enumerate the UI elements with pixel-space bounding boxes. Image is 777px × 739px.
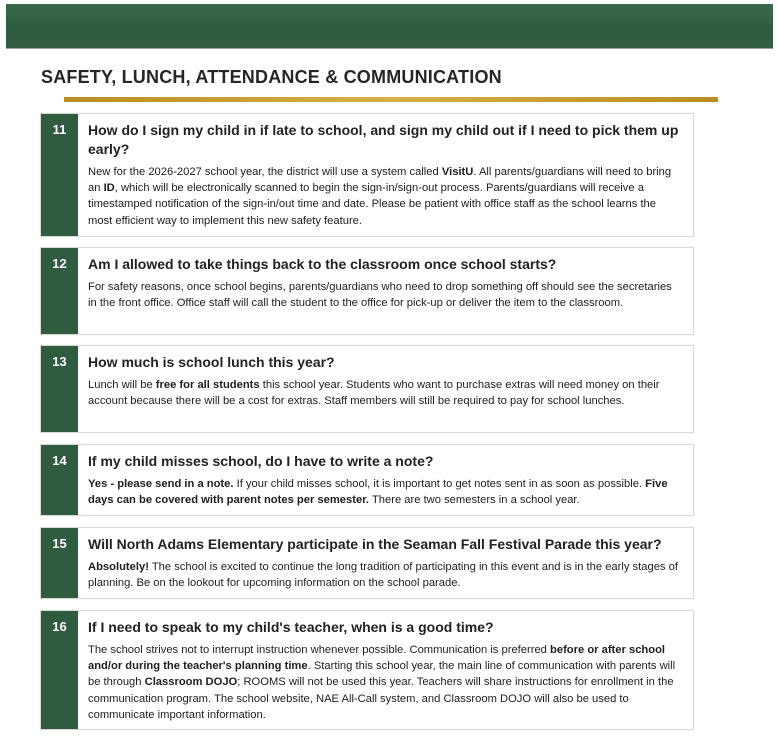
faq-item-14 <box>40 444 694 516</box>
answer-text: Lunch will be free for all students this school year. Students who want to purchase extras will need money on their account because there will be a cost for extras. Staff members will still be required to pay for school lunches. <box>88 379 660 408</box>
answer-text: New for the 2026-2027 school year, the district will use a system called VisitU. All parents/guardians will need to bring an ID, which will be electronically scanned to begin the sign-in/sign-out process. Parents/guardians will receive a timestamped notification of the sign-in/out time and date. Please be patient with office staff as the school learns the most efficient way to implement this new safety feature. <box>88 166 672 227</box>
faq-item-13 <box>40 345 694 433</box>
answer-emphasis: Yes - please send in a note. <box>88 478 234 490</box>
number-tab <box>41 611 78 729</box>
question-text: Am I allowed to take things back to the classroom once school starts? <box>88 256 557 272</box>
question-number: 11 <box>52 122 67 137</box>
question-text: If I need to speak to my child's teacher, when is a good time? <box>88 619 494 635</box>
faq-item-16 <box>40 610 694 730</box>
header-banner <box>6 4 773 49</box>
answer-emphasis: before or after school and/or during the teacher's planning time <box>88 644 666 673</box>
gold-divider <box>64 97 718 102</box>
answer-emphasis: VisitU <box>441 166 474 178</box>
number-tab <box>41 114 78 236</box>
answer-text: Absolutely! The school is excited to continue the long tradition of participating in this event and is in the early stages of planning. Be on the lookout for upcoming information on the school parade. <box>88 561 678 590</box>
faq-item-12 <box>40 247 694 335</box>
faq-item-15 <box>40 527 694 599</box>
question-text: How do I sign my child in if late to school, and sign my child out if I need to pick them up early? <box>88 122 679 157</box>
number-tab <box>41 445 78 515</box>
question-number: 12 <box>52 256 67 271</box>
question-text: How much is school lunch this year? <box>88 354 335 370</box>
question-number: 16 <box>52 619 67 634</box>
answer-emphasis: Classroom DOJO <box>144 676 238 689</box>
answer-emphasis: Five days can be covered with parent notes per semester. <box>88 478 668 507</box>
number-tab <box>41 528 78 598</box>
answer-text: For safety reasons, once school begins, parents/guardians who need to drop something off should see the secretaries in the front office. Office staff will call the student to the office for pick-up or deliver the item to the classroom. <box>88 281 672 310</box>
answer-emphasis: free for all students <box>155 379 260 391</box>
section-title: SAFETY, LUNCH, ATTENDANCE & COMMUNICATION <box>41 67 502 87</box>
answer-emphasis: ID <box>103 182 115 195</box>
number-tab <box>41 248 78 334</box>
answer-emphasis: Absolutely! <box>88 561 149 573</box>
question-number: 15 <box>52 536 67 551</box>
question-number: 14 <box>52 453 67 468</box>
faq-item-11 <box>40 113 694 237</box>
answer-text: The school strives not to interrupt instruction whenever possible. Communication is preferred before or after school and/or during the teacher's planning time. Starting this school year, the main line of communication with parents will be through Classroom DOJO; ROOMS will not be used this year. Teachers will share instructions for enrollment in the communication program. The school website, NAE All-Call system, and Classroom DOJO will also be used to communicate important information. <box>88 644 676 721</box>
answer-text: Yes - please send in a note. If your child misses school, it is important to get notes sent in as soon as possible. Five days can be covered with parent notes per semester. There are two semesters in a school year. <box>88 478 668 507</box>
number-tab <box>41 346 78 432</box>
question-text: If my child misses school, do I have to write a note? <box>88 453 434 469</box>
question-number: 13 <box>52 354 67 369</box>
question-text: Will North Adams Elementary participate in the Seaman Fall Festival Parade this year? <box>88 536 662 552</box>
